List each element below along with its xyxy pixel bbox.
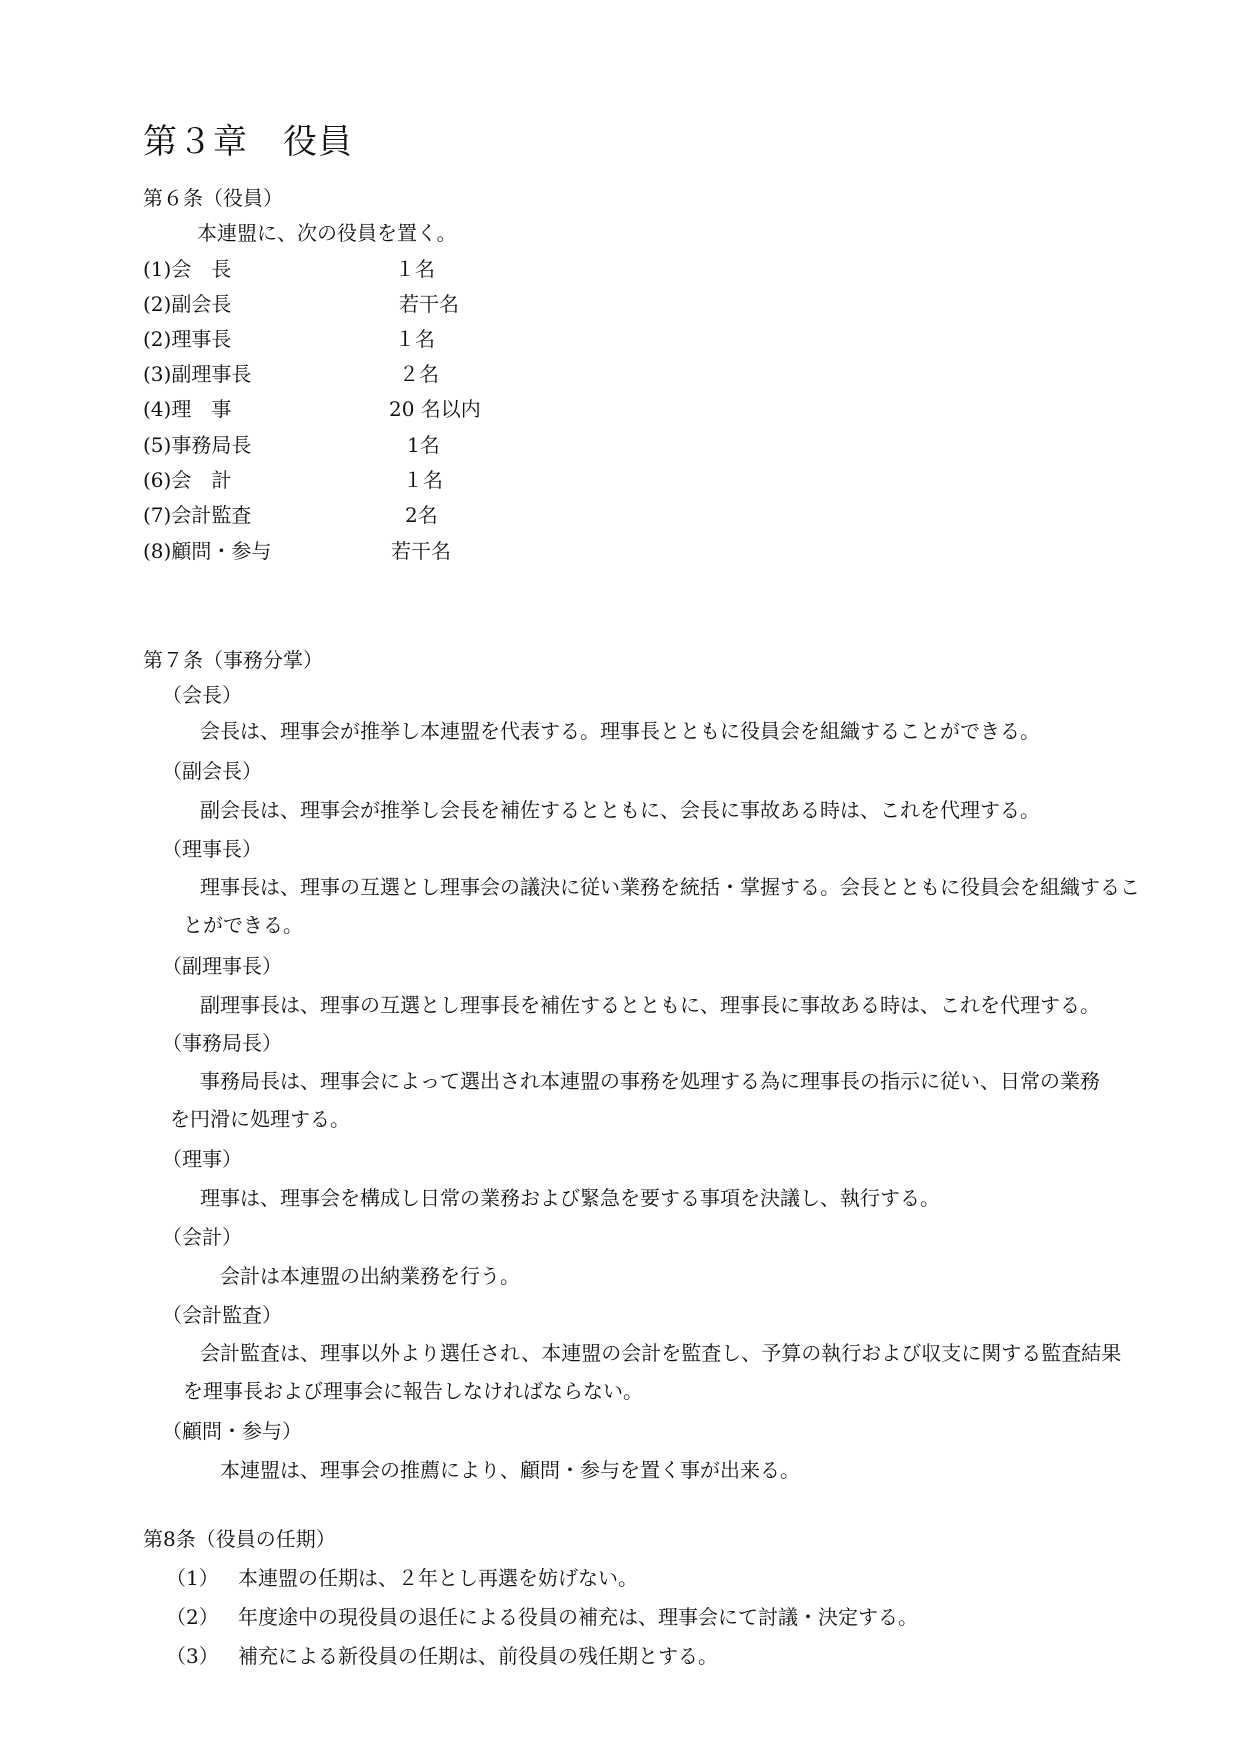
duty-label: （事務局長）	[162, 1031, 282, 1055]
duty-text: 会計監査は、理事以外より選任され、本連盟の会計を監査し、予算の執行および収支に関する監査結果	[200, 1341, 1122, 1365]
officer-row	[143, 361, 663, 389]
term-number: （1）	[166, 1566, 219, 1590]
officer-row	[143, 291, 663, 319]
duty-text: 副理事長は、理事の互選とし理事長を補佐するとともに、理事長に事故ある時は、これを代理する。	[200, 993, 1100, 1017]
duty-text: とができる。	[183, 913, 303, 937]
officer-role: (1)会 長	[143, 257, 232, 281]
article-8-heading: 第8条（役員の任期）	[143, 1527, 336, 1551]
term-item	[166, 1604, 1066, 1632]
officer-row	[143, 326, 663, 354]
duty-label: （会計監査）	[162, 1303, 282, 1327]
duty-text: 事務局長は、理事会によって選出され本連盟の事務を処理する為に理事長の指示に従い、日常の業務	[200, 1069, 1100, 1093]
officer-row	[143, 256, 663, 284]
article-6-heading: 第６条（役員）	[143, 186, 283, 210]
duty-text: を理事長および理事会に報告しなければならない。	[183, 1379, 643, 1403]
duty-text: 理事は、理事会を構成し日常の業務および緊急を要する事項を決議し、執行する。	[200, 1186, 940, 1210]
officer-count: 20 名以内	[389, 397, 481, 421]
duty-label: （会長）	[162, 683, 242, 707]
term-item	[166, 1643, 1066, 1671]
term-text: 年度途中の現役員の退任による役員の補充は、理事会にて討議・決定する。	[238, 1605, 918, 1629]
officer-row	[143, 538, 663, 566]
duty-label: （会計）	[162, 1225, 242, 1249]
duty-text: を円滑に処理する。	[170, 1107, 350, 1131]
duty-text: 会長は、理事会が推挙し本連盟を代表する。理事長とともに役員会を組織することができる。	[200, 719, 1040, 743]
officer-count: 2名	[405, 503, 438, 527]
term-item	[166, 1565, 1066, 1593]
term-number: （3）	[166, 1644, 219, 1668]
duty-label: （副理事長）	[162, 954, 282, 978]
duty-label: （理事長）	[162, 837, 262, 861]
officer-count: １名	[395, 327, 435, 351]
officer-count: 若干名	[391, 539, 451, 563]
officer-role: (5)事務局長	[143, 433, 252, 457]
officer-count: 1名	[407, 433, 440, 457]
officer-count: ２名	[399, 362, 439, 386]
officer-role: (2)理事長	[143, 327, 232, 351]
duty-text: 会計は本連盟の出納業務を行う。	[220, 1264, 520, 1288]
officer-row	[143, 502, 663, 530]
officer-role: (4)理 事	[143, 397, 232, 421]
duty-text: 副会長は、理事会が推挙し会長を補佐するとともに、会長に事故ある時は、これを代理する。	[200, 798, 1040, 822]
chapter-title: 第３章 役員	[143, 122, 353, 162]
officer-role: (6)会 計	[143, 468, 232, 492]
officer-role: (8)顧問・参与	[143, 539, 272, 563]
article-6-intro: 本連盟に、次の役員を置く。	[197, 221, 457, 245]
officer-count: 若干名	[399, 292, 459, 316]
duty-text: 本連盟は、理事会の推薦により、顧問・参与を置く事が出来る。	[220, 1458, 800, 1482]
term-number: （2）	[166, 1605, 219, 1629]
officer-role: (3)副理事長	[143, 362, 252, 386]
officer-role: (2)副会長	[143, 292, 232, 316]
article-7-heading: 第７条（事務分掌）	[143, 648, 323, 672]
duty-label: （理事）	[162, 1147, 242, 1171]
officer-count: １名	[403, 468, 443, 492]
term-text: 本連盟の任期は、２年とし再選を妨げない。	[238, 1566, 638, 1590]
officer-row	[143, 396, 663, 424]
officer-count: １名	[395, 257, 435, 281]
duty-text: 理事長は、理事の互選とし理事会の議決に従い業務を統括・掌握する。会長とともに役員会を組織するこ	[200, 875, 1140, 899]
duty-label: （顧問・参与）	[162, 1419, 302, 1443]
duty-label: （副会長）	[162, 759, 262, 783]
officer-row	[143, 432, 663, 460]
officer-row	[143, 467, 663, 495]
term-text: 補充による新役員の任期は、前役員の残任期とする。	[238, 1644, 718, 1668]
officer-role: (7)会計監査	[143, 503, 252, 527]
